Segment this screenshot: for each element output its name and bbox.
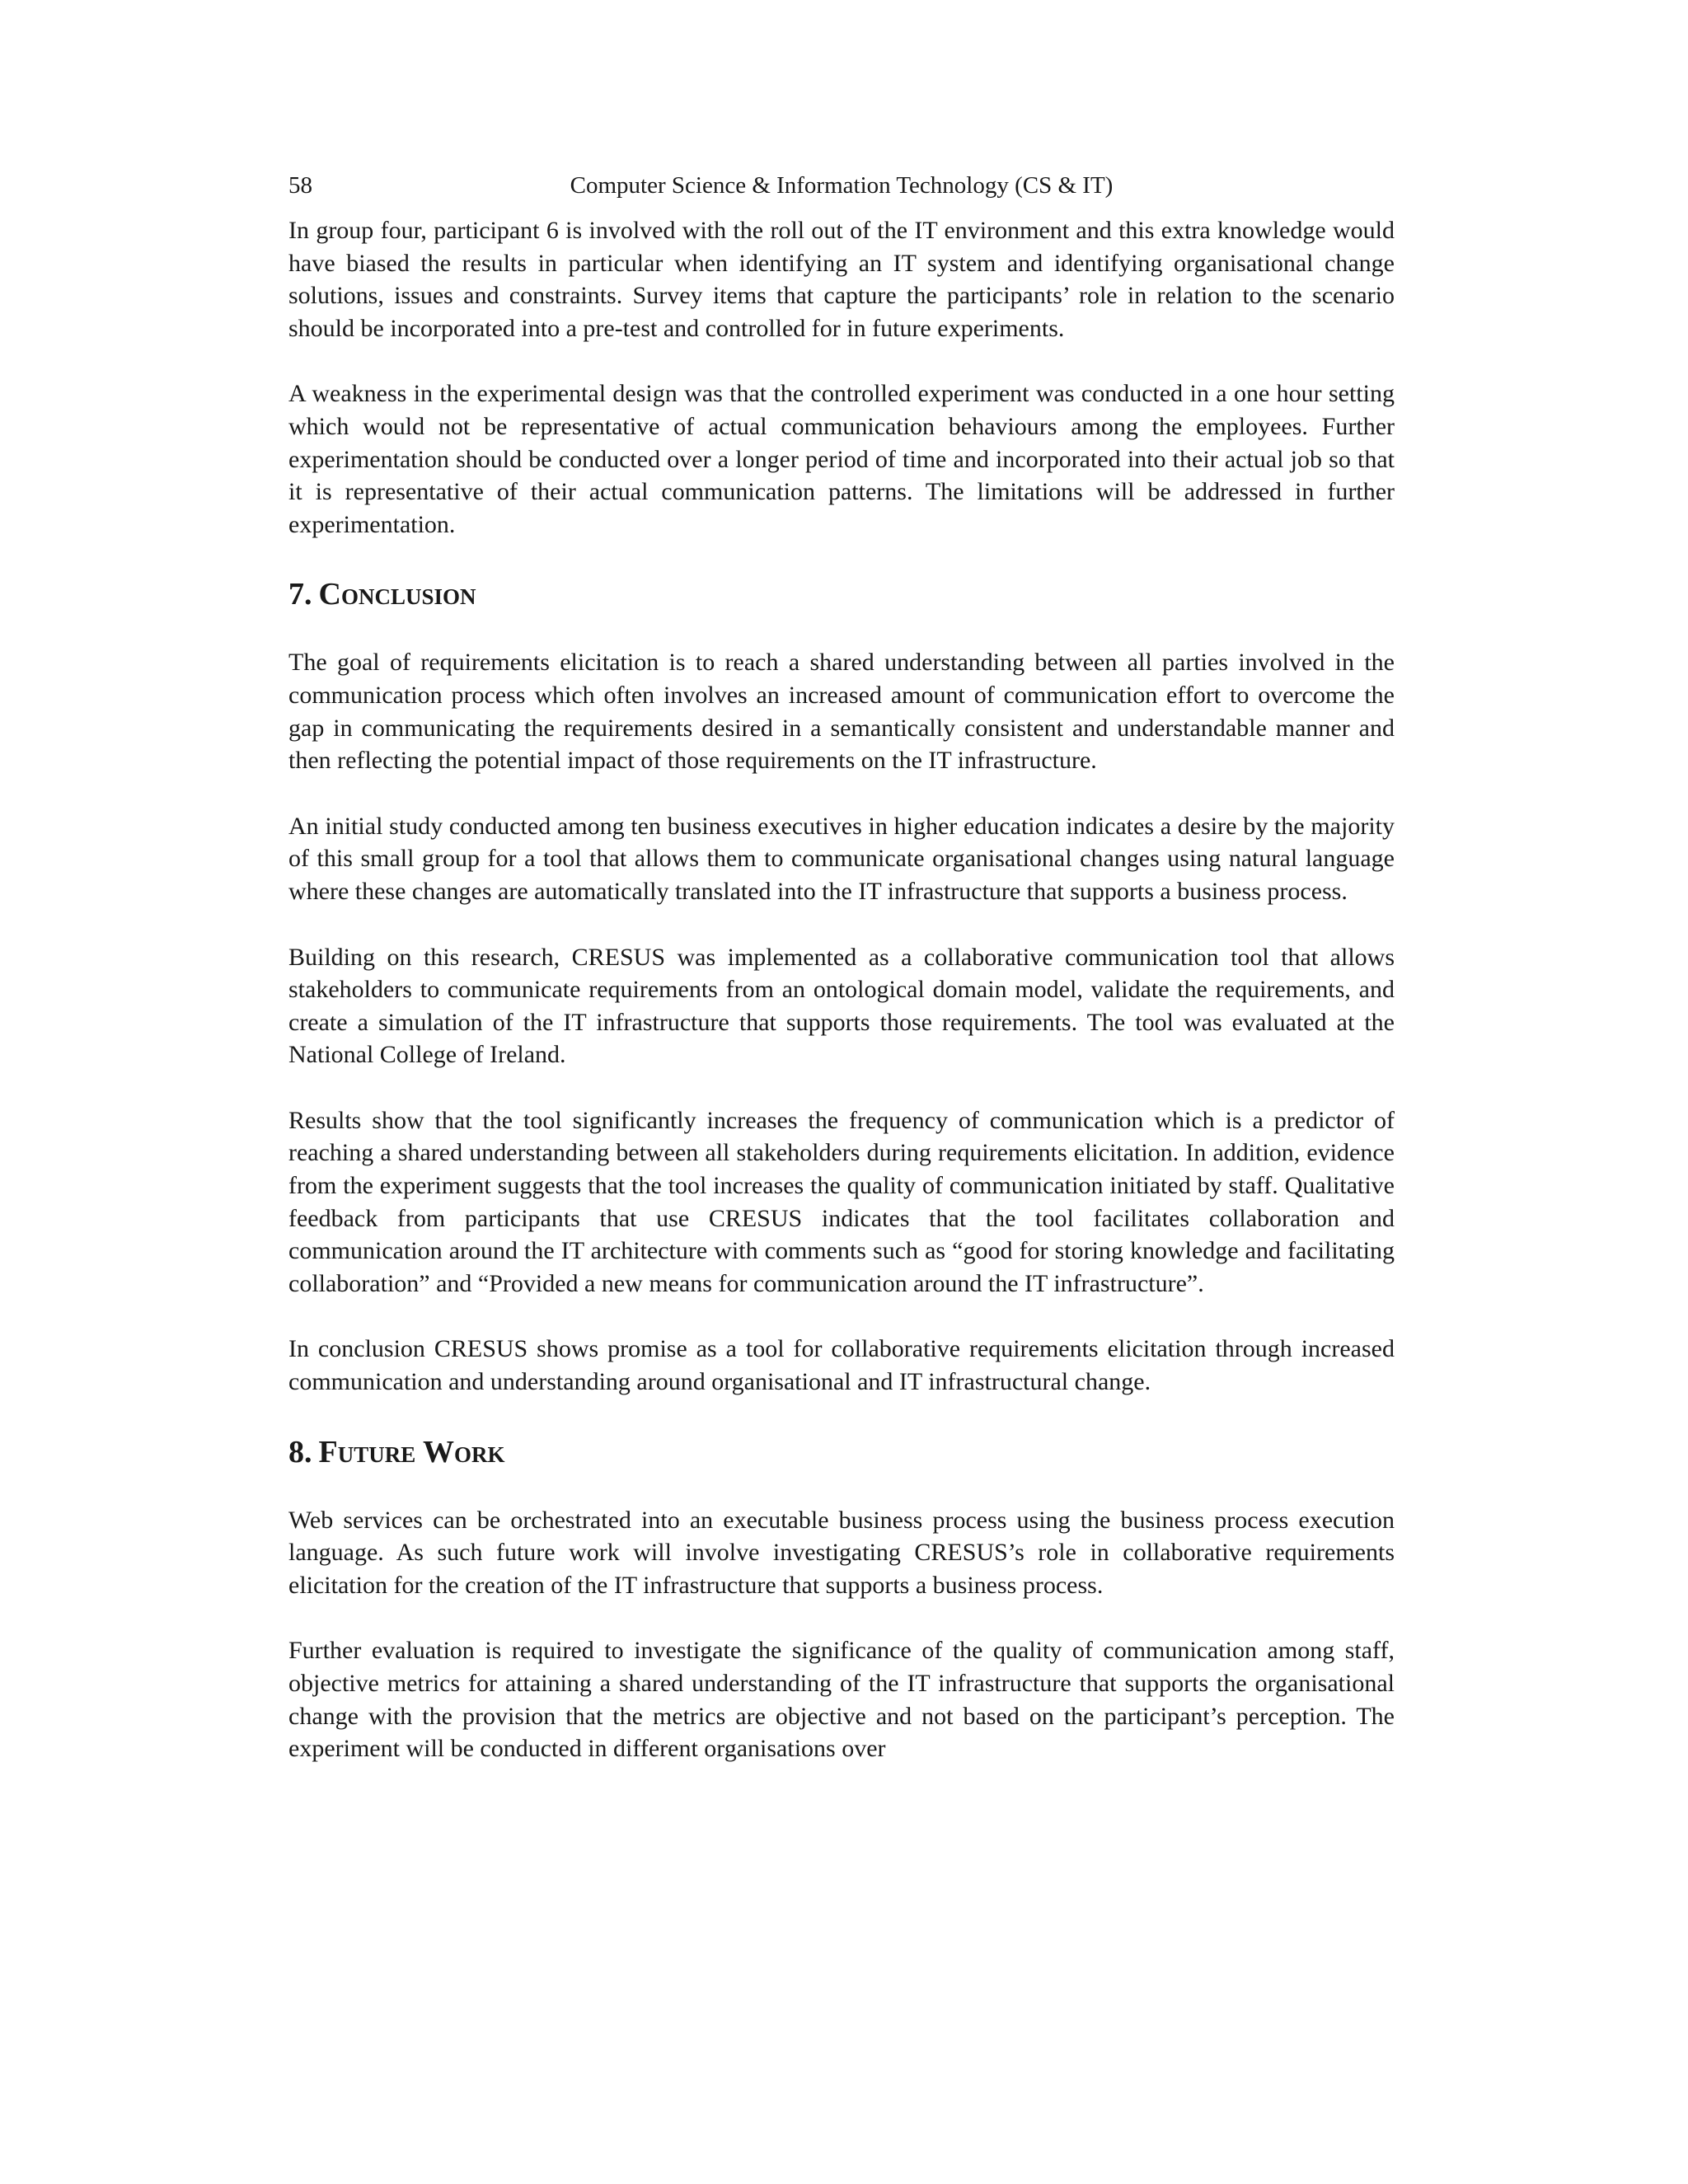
section-number: 7. xyxy=(288,577,312,612)
section-heading-conclusion xyxy=(288,575,1395,613)
body-paragraph: The goal of requirements elicitation is to reach a shared understanding between all parties involved in the communication process which often involves an increased amount of communication effort to overcome the gap in communicating the requirements desired in a semantically consistent and understandable manner and then reflecting the potential impact of those requirements on the IT infrastructure. xyxy=(288,649,1395,775)
journal-title: Computer Science & Information Technology (CS & IT) xyxy=(570,172,1114,199)
section-heading-future-work xyxy=(288,1433,1395,1471)
section-title: Conclusion xyxy=(318,577,476,612)
body-paragraph: A weakness in the experimental design was that the controlled experiment was conducted in a one hour setting which would not be representative of actual communication behaviours among the employees. Further experimentation should be conducted over a longer period of time and incorporated into their actual job so that it is representative of their actual communication patterns. The limitations will be addressed in further experimentation. xyxy=(288,380,1395,538)
body-paragraph: Further evaluation is required to investigate the significance of the quality of communication among staff, objective metrics for attaining a shared understanding of the IT infrastructure that supports the organisational change with the provision that the metrics are objective and not based on the participant’s perception. The experiment will be conducted in different organisations over xyxy=(288,1637,1395,1763)
page-content xyxy=(288,214,1395,1765)
body-paragraph: In group four, participant 6 is involved with the roll out of the IT environment and this extra knowledge would have biased the results in particular when identifying an IT system and identifying organisational change solutions, issues and constraints. Survey items that capture the participants’ role in relation to the scenario should be incorporated into a pre-test and controlled for in future experiments. xyxy=(288,217,1395,342)
running-header xyxy=(288,168,1395,203)
page-number: 58 xyxy=(288,172,312,199)
body-paragraph: Web services can be orchestrated into an executable business process using the business process execution language. As such future work will involve investigating CRESUS’s role in collaborative requirements elicitation for the creation of the IT infrastructure that supports a business process. xyxy=(288,1506,1395,1599)
paper-page xyxy=(288,168,1395,1765)
body-paragraph: An initial study conducted among ten business executives in higher education indicates a desire by the majority of this small group for a tool that allows them to communicate organisational changes using natural language where these changes are automatically translated into the IT infrastructure that supports a business process. xyxy=(288,812,1395,905)
body-paragraph: In conclusion CRESUS shows promise as a tool for collaborative requirements elicitation through increased communication and understanding around organisational and IT infrastructural change. xyxy=(288,1335,1395,1396)
body-paragraph: Results show that the tool significantly increases the frequency of communication which is a predictor of reaching a shared understanding between all stakeholders during requirements elicitation. In addition, evidence from the experiment suggests that the tool increases the quality of communication initiated by staff. Qualitative feedback from participants that use CRESUS indicates that the tool facilitates collaboration and communication around the IT architecture with comments such as “good for storing knowledge and facilitating collaboration” and “Provided a new means for communication around the IT infrastructure”. xyxy=(288,1106,1395,1297)
section-number: 8. xyxy=(288,1434,312,1469)
section-title: Future Work xyxy=(318,1434,505,1469)
body-paragraph: Building on this research, CRESUS was implemented as a collaborative communication tool that allows stakeholders to communicate requirements from an ontological domain model, validate the requirements, and create a simulation of the IT infrastructure that supports those requirements. The tool was evaluated at the National College of Ireland. xyxy=(288,943,1395,1069)
